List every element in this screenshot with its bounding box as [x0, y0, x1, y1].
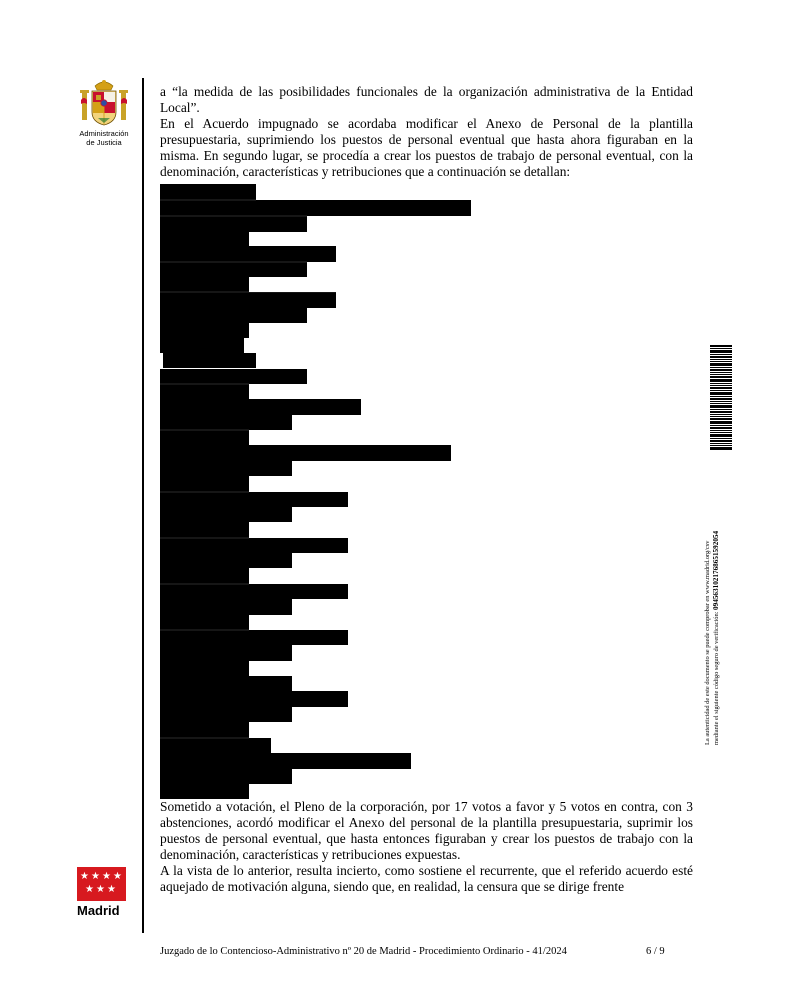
redaction-bar: [160, 784, 249, 799]
redaction-bar: [160, 200, 471, 216]
redaction-bar: [160, 184, 256, 200]
redaction-bar: [160, 262, 307, 277]
redaction-bar: [160, 461, 292, 476]
redaction-bar: [160, 599, 292, 615]
redaction-bar: [160, 323, 249, 338]
madrid-flag-icon: ★ ★ ★ ★ ★ ★ ★: [77, 867, 126, 901]
coat-of-arms-emblem: [74, 78, 134, 147]
verification-line-2: [712, 455, 721, 745]
redaction-bar: [160, 645, 292, 661]
body-text-top: [160, 84, 693, 180]
margin-rule: [142, 78, 144, 933]
paragraph-2: En el Acuerdo impugnado se acordaba modificar el Anexo de Personal de la plantilla presupuestaria, suprimiendo los puestos de personal eventual que hasta ahora figuraban en la misma. En segundo lugar, se procedía a crear los puestos de trabajo de personal eventual, con la denominación, características y retribuciones que a continuación se detallan:: [160, 116, 693, 179]
redaction-bar: [160, 722, 249, 738]
redaction-bar: [160, 568, 249, 584]
redaction-bar: [160, 492, 348, 507]
redaction-bar: [160, 753, 411, 769]
redaction-bar: [160, 707, 292, 722]
redaction-bar: [160, 445, 451, 461]
redaction-bar: [160, 522, 249, 538]
paragraph-3: Sometido a votación, el Pleno de la corporación, por 17 votos a favor y 5 votos en contra, con 3 abstenciones, acordó modificar el Anexo del personal de la plantilla presupuestaria, suprimir los puestos de personal eventual, que hasta entonces figuraban y crear los puestos de trabajo con la denominación, características y retribuciones expuestas.: [160, 799, 693, 862]
paragraph-1: a “la medida de las posibilidades funcionales de la organización administrativa de la Entidad Local”.: [160, 84, 693, 115]
redaction-bar: [160, 246, 336, 262]
redaction-bar: [160, 369, 307, 384]
verification-line-2-prefix: mediante el siguiente código seguro de verificación:: [713, 609, 720, 745]
spain-coat-of-arms-icon: [78, 78, 130, 128]
verification-barcode: [710, 345, 732, 450]
redaction-bar: [163, 353, 256, 368]
redaction-bar: [160, 216, 307, 232]
redaction-bar: [160, 292, 336, 308]
redaction-bar: [160, 384, 249, 399]
redaction-bar: [160, 430, 249, 445]
redaction-bar: [160, 661, 249, 676]
redaction-bar: [160, 553, 292, 568]
redaction-bar: [160, 738, 271, 753]
paragraph-4: A la vista de lo anterior, resulta incierto, como sostiene el recurrente, que el referido acuerdo esté aquejado de motivación alguna, siendo que, en realidad, la censura que se dirige frente: [160, 863, 693, 894]
emblem-caption-line2: de Justicia: [86, 138, 122, 147]
emblem-caption: [74, 129, 134, 147]
footer-court-reference: Juzgado de lo Contencioso-Administrativo nº 20 de Madrid - Procedimiento Ordinario - 41/2024: [160, 946, 567, 957]
redaction-bar: [160, 338, 244, 353]
redaction-bar: [160, 507, 292, 522]
emblem-caption-line1: Administración: [79, 129, 129, 138]
redaction-bar: [160, 399, 361, 415]
redaction-bar: [160, 476, 249, 492]
redaction-bar: [160, 691, 348, 707]
redaction-bar: [160, 538, 348, 553]
redaction-bar: [160, 676, 292, 691]
body-text-bottom: [160, 799, 693, 895]
redaction-bar: [160, 630, 348, 645]
comunidad-de-madrid-logo: [77, 867, 127, 918]
madrid-wordmark: Madrid: [77, 903, 120, 918]
verification-code: 0945631021768651592054: [712, 530, 720, 610]
page-number: 6 / 9: [646, 946, 665, 957]
redaction-bar: [160, 232, 249, 246]
verification-line-1: La autenticidad de este documento se puede comprobar en www.madrid.org/csv: [704, 540, 711, 745]
redaction-bar: [160, 615, 249, 630]
redaction-bar: [160, 415, 292, 430]
redaction-bar: [160, 584, 348, 599]
redaction-bar: [160, 308, 307, 323]
redaction-bar: [160, 769, 292, 784]
verification-note: [704, 455, 721, 745]
redaction-bar: [160, 277, 249, 292]
